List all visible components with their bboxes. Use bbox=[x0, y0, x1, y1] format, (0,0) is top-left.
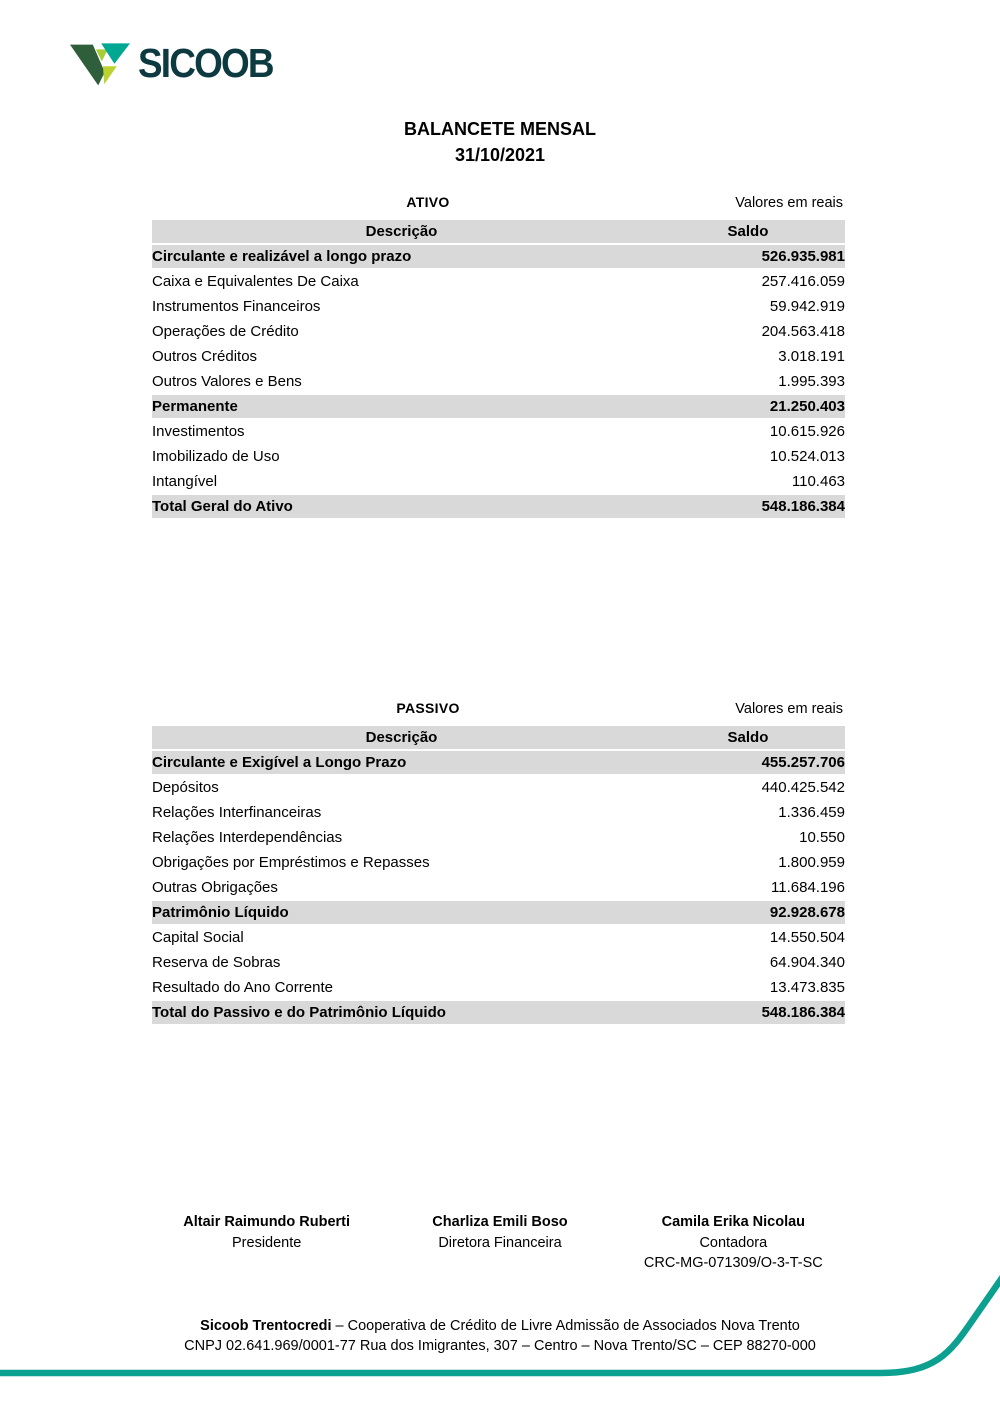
table-row bbox=[152, 925, 845, 950]
row-label: Patrimônio Líquido bbox=[152, 900, 651, 925]
table-row bbox=[152, 750, 845, 775]
footer-line2: CNPJ 02.641.969/0001-77 Rua dos Imigrantes, 307 – Centro – Nova Trento/SC – CEP 88270-000 bbox=[184, 1338, 816, 1354]
row-label: Total Geral do Ativo bbox=[152, 494, 651, 519]
signature-name: Altair Raimundo Ruberti bbox=[183, 1214, 351, 1230]
row-value: 455.257.706 bbox=[651, 750, 845, 775]
row-value: 440.425.542 bbox=[651, 775, 845, 800]
row-value: 3.018.191 bbox=[651, 344, 845, 369]
signature-accountant bbox=[617, 1212, 850, 1274]
table-row bbox=[152, 1000, 845, 1025]
table-row bbox=[152, 419, 845, 444]
row-value: 548.186.384 bbox=[651, 494, 845, 519]
signature-financial-director bbox=[383, 1212, 616, 1274]
row-value: 1.800.959 bbox=[651, 850, 845, 875]
ativo-section-head bbox=[152, 194, 845, 215]
row-label: Capital Social bbox=[152, 925, 651, 950]
column-header-saldo: Saldo bbox=[651, 726, 845, 750]
row-label: Caixa e Equivalentes De Caixa bbox=[152, 269, 651, 294]
ativo-section bbox=[152, 194, 845, 520]
corner-curve-decoration bbox=[0, 1275, 1000, 1415]
row-value: 21.250.403 bbox=[651, 394, 845, 419]
row-value: 14.550.504 bbox=[651, 925, 845, 950]
row-value: 526.935.981 bbox=[651, 244, 845, 269]
row-label: Instrumentos Financeiros bbox=[152, 294, 651, 319]
table-row bbox=[152, 950, 845, 975]
table-row bbox=[152, 444, 845, 469]
row-label: Reserva de Sobras bbox=[152, 950, 651, 975]
footer-org-name: Sicoob Trentocredi bbox=[200, 1318, 332, 1334]
table-row bbox=[152, 875, 845, 900]
row-label: Relações Interdependências bbox=[152, 825, 651, 850]
row-label: Intangível bbox=[152, 469, 651, 494]
row-value: 10.550 bbox=[651, 825, 845, 850]
ativo-section-title: ATIVO bbox=[406, 194, 450, 210]
row-value: 10.615.926 bbox=[651, 419, 845, 444]
signature-role: Presidente bbox=[232, 1234, 302, 1251]
row-label: Resultado do Ano Corrente bbox=[152, 975, 651, 1000]
signature-crc: CRC-MG-071309/O-3-T-SC bbox=[643, 1255, 823, 1271]
row-value: 204.563.418 bbox=[651, 319, 845, 344]
passivo-section bbox=[152, 700, 845, 1026]
table-row bbox=[152, 344, 845, 369]
table-row bbox=[152, 825, 845, 850]
row-value: 1.336.459 bbox=[651, 800, 845, 825]
row-value: 13.473.835 bbox=[651, 975, 845, 1000]
table-row bbox=[152, 469, 845, 494]
row-label: Circulante e Exigível a Longo Prazo bbox=[152, 750, 651, 775]
table-header-row bbox=[152, 220, 845, 244]
document-date: 31/10/2021 bbox=[454, 145, 546, 165]
row-label: Permanente bbox=[152, 394, 651, 419]
document-title: BALANCETE MENSAL bbox=[404, 119, 596, 139]
row-label: Outros Créditos bbox=[152, 344, 651, 369]
row-label: Circulante e realizável a longo prazo bbox=[152, 244, 651, 269]
row-label: Investimentos bbox=[152, 419, 651, 444]
row-label: Obrigações por Empréstimos e Repasses bbox=[152, 850, 651, 875]
sicoob-wordmark: SICOOB bbox=[138, 40, 273, 86]
passivo-unit-note: Valores em reais bbox=[735, 701, 843, 717]
table-row bbox=[152, 800, 845, 825]
ativo-unit-note: Valores em reais bbox=[735, 195, 843, 211]
signature-role: Diretora Financeira bbox=[438, 1234, 562, 1251]
passivo-section-head bbox=[152, 700, 845, 721]
column-header-descricao: Descrição bbox=[152, 726, 651, 750]
row-value: 11.684.196 bbox=[651, 875, 845, 900]
table-row bbox=[152, 494, 845, 519]
passivo-section-title: PASSIVO bbox=[396, 700, 460, 716]
column-header-descricao: Descrição bbox=[152, 220, 651, 244]
row-value: 257.416.059 bbox=[651, 269, 845, 294]
table-row bbox=[152, 369, 845, 394]
sicoob-logo-mark-icon bbox=[70, 41, 130, 86]
sicoob-logo bbox=[70, 40, 288, 87]
row-label: Imobilizado de Uso bbox=[152, 444, 651, 469]
row-value: 92.928.678 bbox=[651, 900, 845, 925]
table-header-row bbox=[152, 726, 845, 750]
signatures-block bbox=[150, 1212, 850, 1274]
row-label: Outras Obrigações bbox=[152, 875, 651, 900]
row-label: Outros Valores e Bens bbox=[152, 369, 651, 394]
column-header-saldo: Saldo bbox=[651, 220, 845, 244]
signature-role: Contadora bbox=[699, 1234, 768, 1251]
row-label: Operações de Crédito bbox=[152, 319, 651, 344]
row-label: Relações Interfinanceiras bbox=[152, 800, 651, 825]
ativo-table bbox=[152, 220, 845, 520]
row-value: 10.524.013 bbox=[651, 444, 845, 469]
passivo-table bbox=[152, 726, 845, 1026]
row-value: 64.904.340 bbox=[651, 950, 845, 975]
table-row bbox=[152, 394, 845, 419]
table-row bbox=[152, 319, 845, 344]
table-row bbox=[152, 294, 845, 319]
row-value: 548.186.384 bbox=[651, 1000, 845, 1025]
signature-president bbox=[150, 1212, 383, 1274]
footer-org-description: – Cooperativa de Crédito de Livre Admissão de Associados Nova Trento bbox=[331, 1318, 800, 1334]
table-row bbox=[152, 850, 845, 875]
signature-name: Charliza Emili Boso bbox=[432, 1214, 568, 1230]
row-value: 110.463 bbox=[651, 469, 845, 494]
table-row bbox=[152, 775, 845, 800]
table-row bbox=[152, 269, 845, 294]
table-row bbox=[152, 900, 845, 925]
row-label: Depósitos bbox=[152, 775, 651, 800]
row-value: 59.942.919 bbox=[651, 294, 845, 319]
table-row bbox=[152, 244, 845, 269]
signature-name: Camila Erika Nicolau bbox=[661, 1214, 806, 1230]
document-title-block bbox=[0, 119, 1000, 166]
row-label: Total do Passivo e do Patrimônio Líquido bbox=[152, 1000, 651, 1025]
table-row bbox=[152, 975, 845, 1000]
row-value: 1.995.393 bbox=[651, 369, 845, 394]
